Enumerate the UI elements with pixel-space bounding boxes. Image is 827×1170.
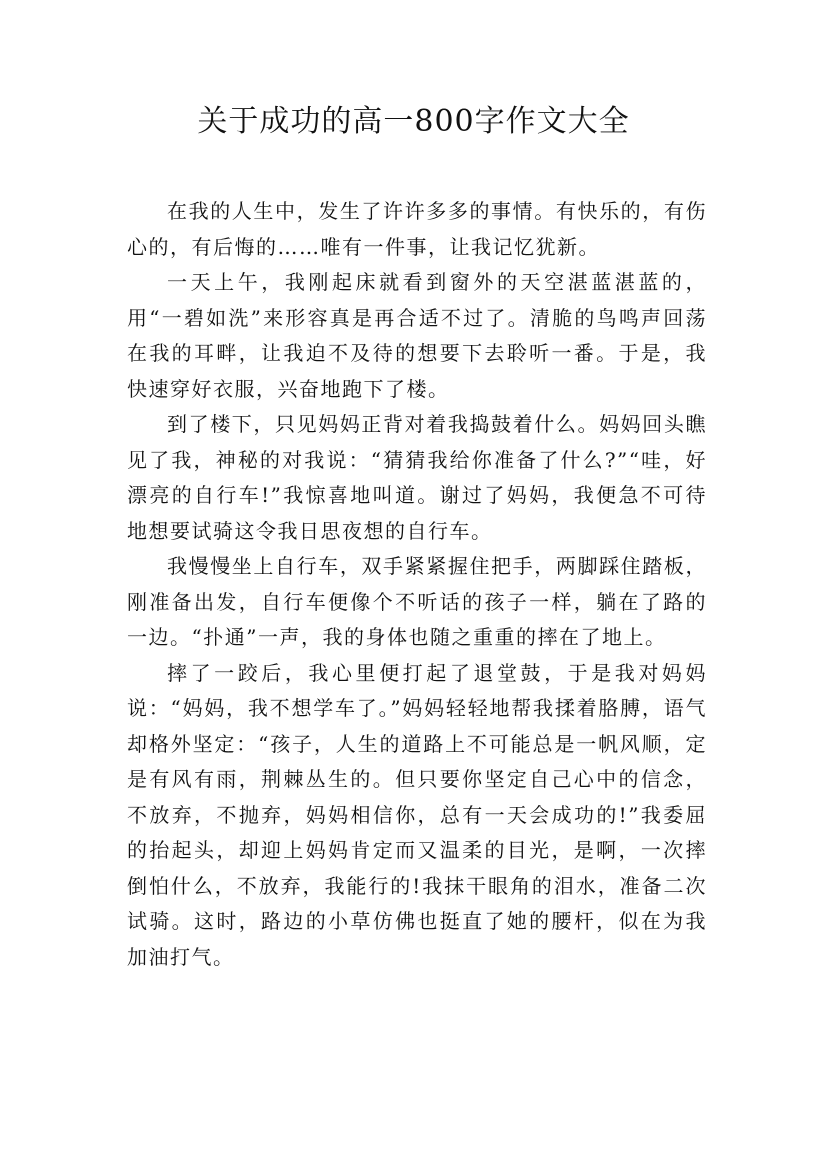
- paragraph-4: 我慢慢坐上自行车，双手紧紧握住把手，两脚踩住踏板，刚准备出发，自行车便像个不听话的孩子一样，躺在了路的一边。“扑通”一声，我的身体也随之重重的摔在了地上。: [127, 554, 707, 649]
- paragraph-5: 摔了一跤后，我心里便打起了退堂鼓，于是我对妈妈说：“妈妈，我不想学车了。”妈妈轻轻地帮我揉着胳膊，语气却格外坚定：“孩子，人生的道路上不可能总是一帆风顺，定是有风有雨，荆棘丛生的。但只要你坚定自己心中的信念，不放弃，不抛弃，妈妈相信你，总有一天会成功的!”我委屈的抬起头，却迎上妈妈肯定而又温柔的目光，是啊，一次摔倒怕什么，不放弃，我能行的!我抹干眼角的泪水，准备二次试骑。这时，路边的小草仿佛也挺直了她的腰杆，似在为我加油打气。: [127, 660, 707, 969]
- essay-body: [127, 194, 707, 975]
- paragraph-1: 在我的人生中，发生了许许多多的事情。有快乐的，有伤心的，有后悔的……唯有一件事，让我记忆犹新。: [127, 199, 707, 259]
- document-title: 关于成功的高一800字作文大全: [197, 104, 630, 139]
- paragraph-2: 一天上午，我刚起床就看到窗外的天空湛蓝湛蓝的，用“一碧如洗”来形容真是再合适不过了。清脆的鸟鸣声回荡在我的耳畔，让我迫不及待的想要下去聆听一番。于是，我快速穿好衣服，兴奋地跑下了楼。: [127, 270, 707, 401]
- paragraph-3: 到了楼下，只见妈妈正背对着我捣鼓着什么。妈妈回头瞧见了我，神秘的对我说：“猜猜我给你准备了什么?”“哇，好漂亮的自行车!”我惊喜地叫道。谢过了妈妈，我便急不可待地想要试骑这令我日思夜想的自行车。: [127, 412, 707, 543]
